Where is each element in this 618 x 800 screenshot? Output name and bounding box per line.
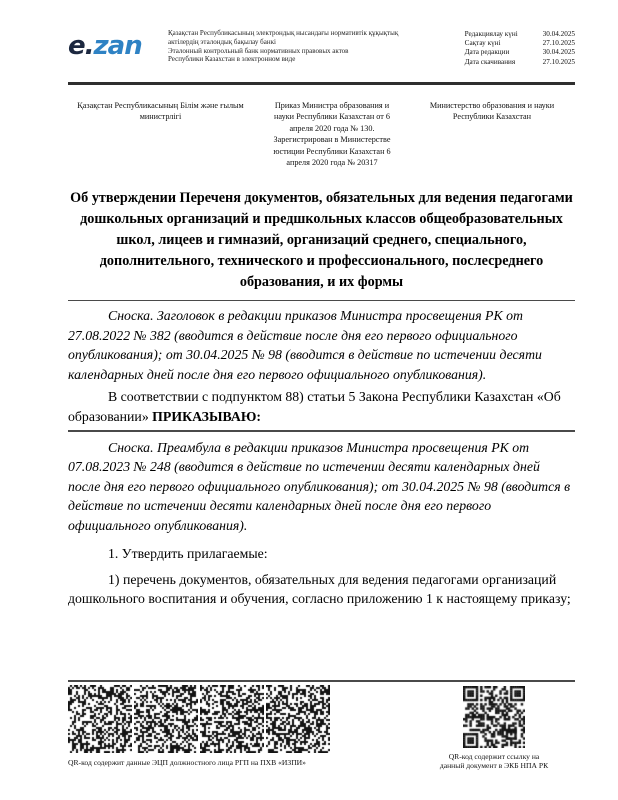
ministry-ru: Министерство образования и науки Республики Казахстан bbox=[429, 100, 555, 121]
bank-line: Қазақстан Республикасының электрондық нысандағы нормативтік құқықтық bbox=[168, 29, 399, 37]
date-value: 27.10.2025 bbox=[542, 57, 575, 66]
header bbox=[68, 25, 575, 77]
footnote-title: Сноска. Заголовок в редакции приказов Министра просвещения РК от 27.08.2022 № 382 (вводится в действие после дня его первого официального опубликования); от 30.04.2025 № 98 (вводится в действие по истечении десяти календарных дней после дня его первого официального опубликования). bbox=[68, 308, 542, 382]
date-row bbox=[465, 58, 575, 67]
date-value: 30.04.2025 bbox=[542, 30, 575, 38]
preamble-divider bbox=[68, 430, 575, 432]
qr-signature-icon bbox=[68, 685, 132, 753]
date-label: Дата редакции bbox=[464, 48, 510, 57]
date-value: 30.04.2025 bbox=[542, 48, 575, 57]
bank-line: Республики Казахстан в электронном виде bbox=[168, 55, 296, 64]
logo-suffix: zan bbox=[93, 31, 142, 61]
signature-qr-caption: QR-код содержит данные ЭЦП должностного лица РГП на ПХВ «ИЗПИ» bbox=[68, 757, 306, 767]
ezan-logo bbox=[68, 33, 168, 59]
bank-line: Эталонный контрольный банк нормативных правовых актов bbox=[168, 46, 349, 55]
date-value: 27.10.2025 bbox=[542, 39, 575, 48]
bank-line: актілердің эталондық бақылау банкі bbox=[168, 37, 276, 46]
qr-signature-icon bbox=[200, 685, 264, 753]
footnote-preamble: Сноска. Преамбула в редакции приказов Министра просвещения РК от 07.08.2023 № 248 (вводится в действие по истечении десяти календарных дней после дня его первого официального опубликования); от 30.04.2025 № 98 (вводится в действие по истечении десяти календарных дней после дня его первого официального опубликования). bbox=[68, 439, 571, 533]
preamble-text: В соответствии с подпунктом 88) статьи 5 Закона Республики Казахстан «Об образовании» bbox=[68, 389, 561, 424]
qr-link-icon bbox=[463, 686, 525, 748]
link-qr-caption-line: данный документ в ЭКБ НПА РК bbox=[439, 760, 549, 770]
bank-description bbox=[168, 25, 458, 64]
qr-signature-icon bbox=[266, 685, 330, 753]
order-info: Приказ Министра образования и науки Республики Казахстан от 6 апреля 2020 года № 130. Зарегистрирован в Министерстве юстиции Республики Казахстан 6 апреля 2020 года № 20317 bbox=[273, 100, 391, 167]
title-divider bbox=[68, 300, 575, 302]
qr-signature-icon bbox=[134, 685, 198, 753]
date-row bbox=[465, 30, 575, 39]
header-divider bbox=[68, 82, 575, 85]
date-row bbox=[465, 39, 575, 48]
link-qr-group bbox=[413, 685, 575, 770]
date-row bbox=[465, 48, 575, 57]
signature-qr-strip bbox=[68, 685, 336, 753]
ministry-kk: Қазақстан Республикасының Білім және ғылым министрлігі bbox=[77, 100, 244, 121]
preamble-emphasis: ПРИКАЗЫВАЮ: bbox=[152, 408, 261, 424]
signature-qr-group bbox=[68, 685, 336, 767]
clause-1: 1. Утвердить прилагаемые: bbox=[108, 546, 268, 562]
link-qr-caption-line: QR-код содержит ссылку на bbox=[448, 751, 540, 761]
footer bbox=[68, 680, 575, 770]
link-qr-caption bbox=[413, 752, 575, 770]
preamble bbox=[68, 387, 575, 426]
date-label: Сақтау күні bbox=[464, 39, 501, 48]
date-label: Дата скачивания bbox=[464, 57, 516, 66]
date-label: Редакциялау күні bbox=[464, 30, 518, 38]
meta-columns bbox=[68, 100, 575, 169]
document-title: Об утверждении Переченя документов, обязательных для ведения педагогами дошкольных организаций и предшкольных классов общеобразовательных школ, лицеев и гимназий, организаций среднего, специального, дополнительного, технического и профессионального, послесреднего образования, и их формы bbox=[70, 189, 573, 290]
clause-1-1: 1) перечень документов, обязательных для ведения педагогами организаций дошкольного воспитания и обучения, согласно приложению 1 к настоящему приказу; bbox=[68, 571, 571, 607]
footer-divider bbox=[68, 680, 575, 682]
qr-row bbox=[68, 685, 575, 770]
date-table bbox=[465, 25, 575, 67]
logo-prefix: e. bbox=[68, 31, 94, 61]
